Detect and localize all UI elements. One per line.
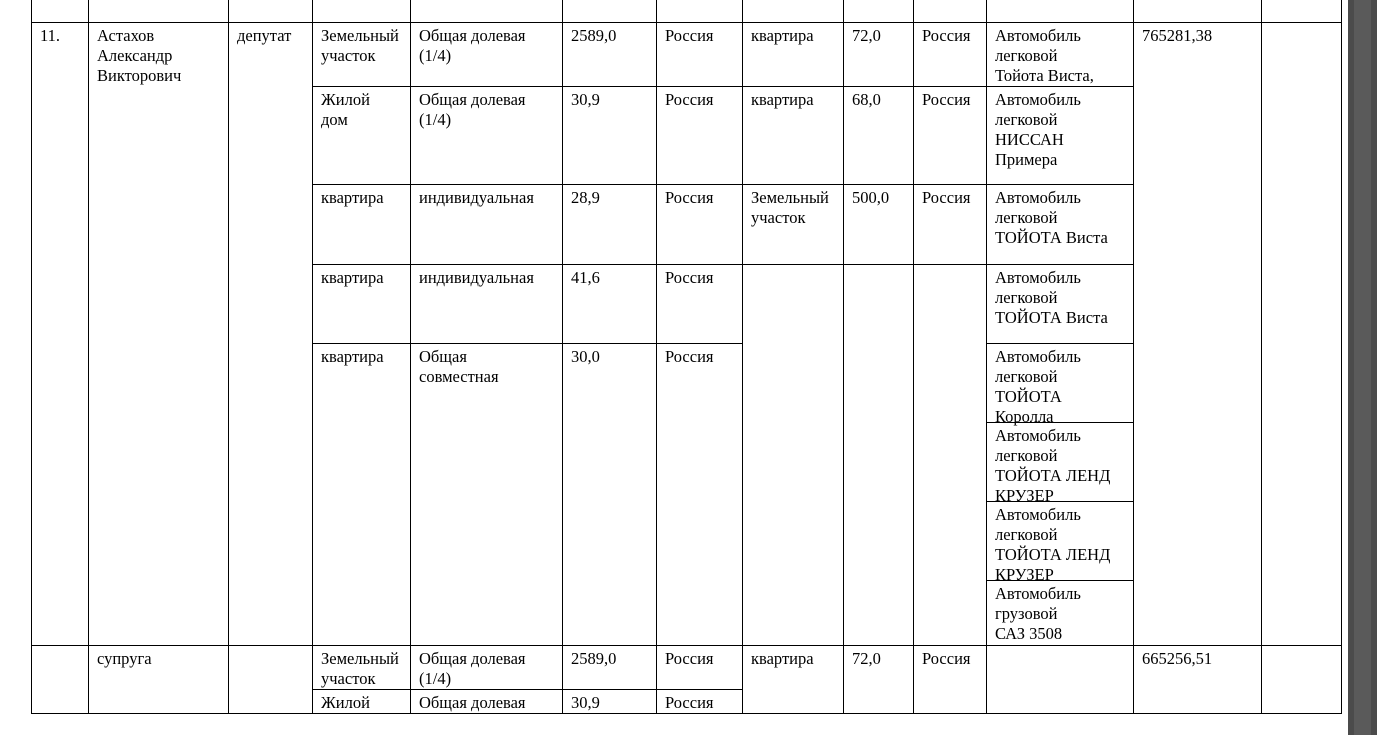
row-number: [32, 646, 89, 714]
used-object-type: квартира: [743, 87, 844, 185]
owned-object-type: Жилой дом: [313, 87, 411, 185]
vehicle-entry: Автомобиль легковой ТОЙОТА ЛЕНД КРУЗЕР: [987, 502, 1133, 581]
table-row: [32, 23, 1342, 87]
vehicle-cell: [987, 185, 1134, 265]
used-area: 72,0: [844, 646, 914, 714]
used-country: Россия: [914, 23, 987, 87]
person-position: депутат: [229, 23, 313, 646]
used-country: Россия: [914, 185, 987, 265]
ownership-type: Общая долевая (1/4): [411, 23, 563, 87]
owned-country: Россия: [657, 344, 743, 646]
vehicle-cell: [987, 265, 1134, 344]
used-object-type: квартира: [743, 23, 844, 87]
owned-country: Россия: [657, 265, 743, 344]
owned-country: Россия: [657, 23, 743, 87]
vehicle-cell: [987, 344, 1134, 646]
vehicle-entry: Автомобиль легковой НИССАН Примера: [995, 90, 1081, 169]
vehicle-cell: [987, 646, 1134, 714]
used-area: 72,0: [844, 23, 914, 87]
owned-country: Россия: [657, 87, 743, 185]
declaration-table: [31, 0, 1342, 714]
owned-country: Россия: [657, 646, 743, 690]
ownership-type: Общая долевая (1/4): [411, 87, 563, 185]
owned-country: Россия: [657, 185, 743, 265]
declared-income: 665256,51: [1134, 646, 1262, 714]
owned-area: 30,9: [563, 690, 657, 714]
person-name: супруга: [89, 646, 229, 714]
owned-area: 28,9: [563, 185, 657, 265]
owned-object-type: Жилой: [313, 690, 411, 714]
vehicle-entry: Автомобиль легковой Тойота Виста,: [995, 26, 1094, 85]
owned-area: 2589,0: [563, 23, 657, 87]
acquisition-sources: [1262, 646, 1342, 714]
owned-object-type: Земельный участок: [313, 646, 411, 690]
table-row: [32, 0, 1342, 23]
used-object-type: Земельный участок: [743, 185, 844, 265]
vertical-scrollbar[interactable]: [1348, 0, 1377, 735]
used-area: 68,0: [844, 87, 914, 185]
used-area: 500,0: [844, 185, 914, 265]
declared-income: 765281,38: [1134, 23, 1262, 646]
row-number: 11.: [32, 23, 89, 646]
owned-country: Россия: [657, 690, 743, 714]
vehicle-entry: Автомобиль легковой ТОЙОТА Виста: [995, 188, 1108, 247]
ownership-type: индивидуальная: [411, 265, 563, 344]
owned-object-type: квартира: [313, 185, 411, 265]
vehicle-entry: Автомобиль легковой ТОЙОТА Королла: [987, 347, 1133, 423]
vehicle-cell: [987, 23, 1134, 87]
vehicle-entry: Автомобиль легковой ТОЙОТА Виста: [995, 268, 1108, 327]
vehicle-entry: Автомобиль грузовой САЗ 3508: [995, 584, 1081, 643]
owned-area: 2589,0: [563, 646, 657, 690]
used-object-type: квартира: [743, 646, 844, 714]
owned-area: 30,9: [563, 87, 657, 185]
vehicle-entry: Автомобиль легковой ТОЙОТА ЛЕНД КРУЗЕР: [987, 423, 1133, 502]
ownership-type: Общая долевая (1/4): [411, 646, 563, 690]
used-country: Россия: [914, 87, 987, 185]
scrollbar-thumb[interactable]: [1354, 0, 1371, 735]
owned-area: 41,6: [563, 265, 657, 344]
table-row: [32, 646, 1342, 690]
used-area: [844, 265, 914, 646]
ownership-type: индивидуальная: [411, 185, 563, 265]
owned-object-type: квартира: [313, 344, 411, 646]
owned-area: 30,0: [563, 344, 657, 646]
owned-object-type: Земельный участок: [313, 23, 411, 87]
owned-object-type: квартира: [313, 265, 411, 344]
ownership-type: Общая совместная: [411, 344, 563, 646]
acquisition-sources: [1262, 23, 1342, 646]
person-name: Астахов Александр Викторович: [89, 23, 229, 646]
ownership-type: Общая долевая: [411, 690, 563, 714]
person-position: [229, 646, 313, 714]
used-country: Россия: [914, 646, 987, 714]
vehicle-cell: [987, 87, 1134, 185]
used-country: [914, 265, 987, 646]
used-object-type: [743, 265, 844, 646]
